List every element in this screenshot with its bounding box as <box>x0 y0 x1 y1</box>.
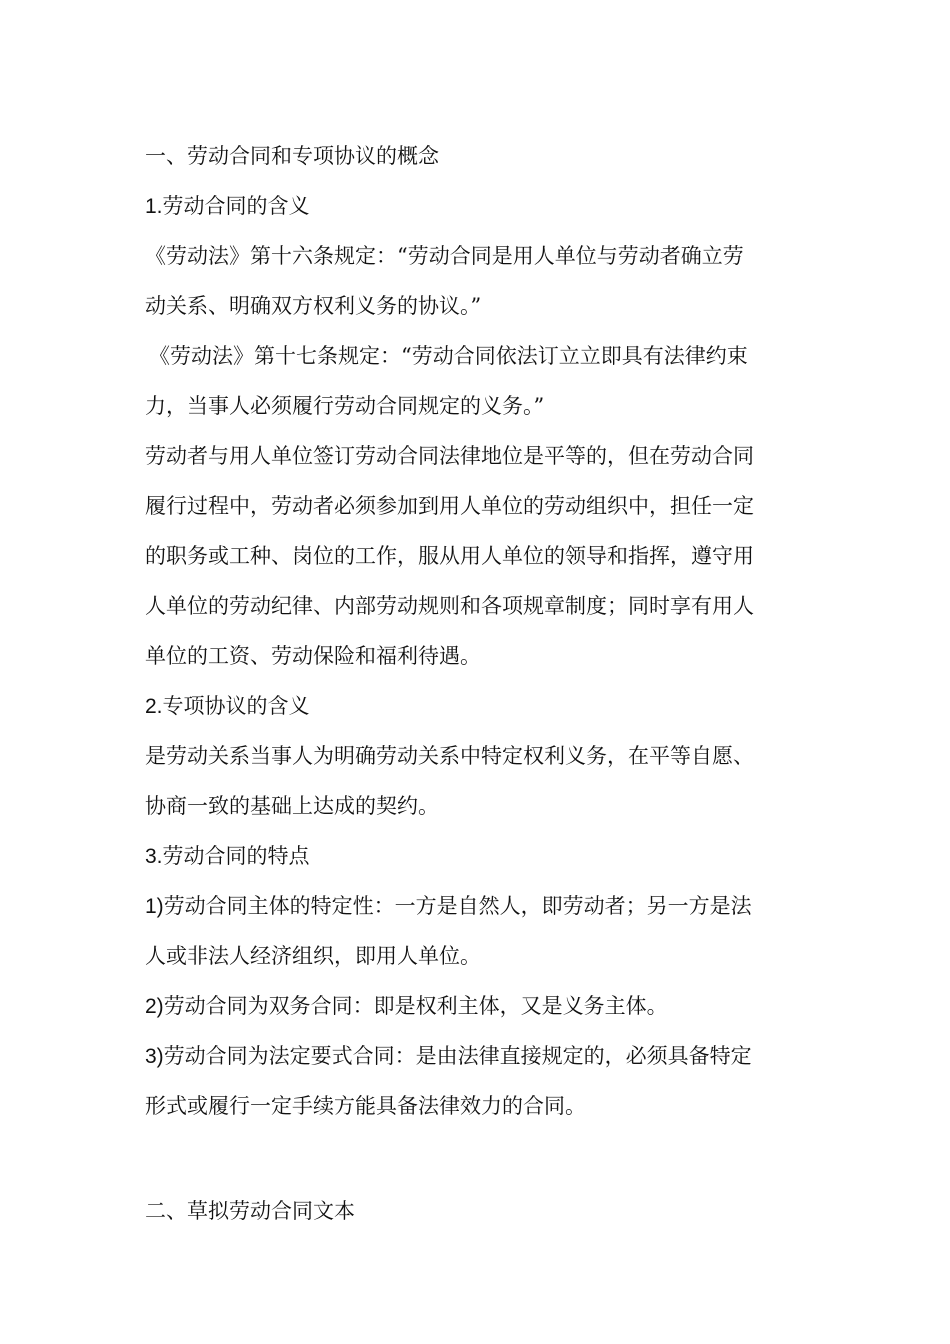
paragraph-agreement-line: 是劳动关系当事人为明确劳动关系中特定权利义务，在平等自愿、 <box>145 744 754 768</box>
paragraph-article16-line: 《劳动法》第十六条规定：“劳动合同是用人单位与劳动者确立劳 <box>145 244 744 268</box>
list-item-feature-1-continuation: 人或非法人经济组织，即用人单位。 <box>145 944 481 968</box>
section-heading-draft-contract: 二、草拟劳动合同文本 <box>145 1199 355 1223</box>
subheading-contract-meaning <box>145 181 810 231</box>
list-item-number: 1) <box>145 895 164 918</box>
list-item-text: 劳动合同为法定要式合同：是由法律直接规定的，必须具备特定 <box>163 1044 752 1068</box>
list-item-feature-3-continuation: 形式或履行一定手续方能具备法律效力的合同。 <box>145 1094 586 1118</box>
subheading-contract-features <box>145 831 810 881</box>
section-heading-concepts: 一、劳动合同和专项协议的概念 <box>145 144 439 168</box>
paragraph-equality-line: 人单位的劳动纪律、内部劳动规则和各项规章制度；同时享有用人 <box>145 594 754 618</box>
subheading-text: 劳动合同的特点 <box>162 844 310 868</box>
paragraph-article16-line: 动关系、明确双方权利义务的协议。” <box>145 294 482 318</box>
subheading-text: 劳动合同的含义 <box>162 194 310 218</box>
paragraph-article17-line: 力，当事人必须履行劳动合同规定的义务。” <box>145 394 545 418</box>
paragraph-equality-line: 履行过程中，劳动者必须参加到用人单位的劳动组织中，担任一定 <box>145 494 754 518</box>
paragraph-equality-line: 单位的工资、劳动保险和福利待遇。 <box>145 644 481 668</box>
paragraph-equality-line: 的职务或工种、岗位的工作，服从用人单位的领导和指挥，遵守用 <box>145 544 754 568</box>
subheading-number: 2. <box>145 695 163 718</box>
subheading-agreement-meaning <box>145 681 810 731</box>
list-item-feature-2 <box>145 981 810 1031</box>
subheading-text: 专项协议的含义 <box>162 694 310 718</box>
subheading-number: 1. <box>145 195 163 218</box>
paragraph-agreement-line: 协商一致的基础上达成的契约。 <box>145 794 439 818</box>
list-item-number: 2) <box>145 995 164 1018</box>
list-item-feature-1 <box>145 881 810 931</box>
list-item-text: 劳动合同为双务合同：即是权利主体，又是义务主体。 <box>163 994 668 1018</box>
list-item-number: 3) <box>145 1045 164 1068</box>
list-item-feature-3 <box>145 1031 810 1081</box>
paragraph-equality-line: 劳动者与用人单位签订劳动合同法律地位是平等的，但在劳动合同 <box>145 444 754 468</box>
list-item-text: 劳动合同主体的特定性：一方是自然人，即劳动者；另一方是法 <box>163 894 752 918</box>
subheading-number: 3. <box>145 845 163 868</box>
document-body <box>145 131 810 1236</box>
paragraph-article17-line: 《劳动法》第十七条规定：“劳动合同依法订立立即具有法律约束 <box>149 344 748 368</box>
section-spacer <box>145 1131 810 1186</box>
